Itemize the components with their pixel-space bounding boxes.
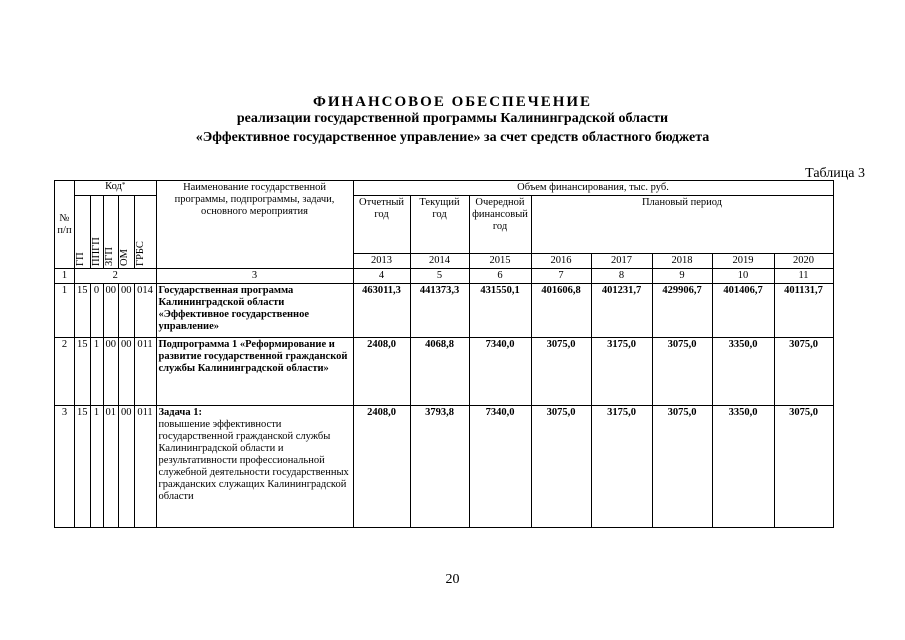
header-current-year: Текущий год — [410, 196, 469, 254]
value-cell: 2408,0 — [353, 406, 410, 528]
colnum-cell: 2 — [75, 269, 157, 284]
row-kod-grbs: 014 — [134, 284, 156, 338]
row-kod-grbs: 011 — [134, 406, 156, 528]
row-no: 2 — [55, 338, 75, 406]
header-kod: Код* — [75, 181, 157, 196]
doc-subtitle-line1: реализации государственной программы Калининградской области — [236, 111, 669, 126]
value-cell: 3075,0 — [652, 406, 712, 528]
colnum-cell: 6 — [469, 269, 531, 284]
header-planned-period: Плановый период — [531, 196, 833, 254]
header-kod-ppgp: ППГП — [90, 196, 103, 269]
row-kod-om: 00 — [119, 284, 135, 338]
value-cell: 2408,0 — [353, 338, 410, 406]
row-kod-gp: 15 — [75, 338, 91, 406]
value-cell: 3175,0 — [591, 338, 652, 406]
row-name: Подпрограмма 1 «Реформирование и развитие государственной гражданской службы Калининградской области» — [156, 338, 353, 406]
page-number: 20 — [445, 572, 460, 587]
doc-subtitle-line2: «Эффективное государственное управление» за счет средств областного бюджета — [195, 130, 710, 145]
header-no: № п/п — [55, 181, 75, 269]
row-no: 1 — [55, 284, 75, 338]
financing-table — [54, 180, 834, 528]
value-cell: 3075,0 — [652, 338, 712, 406]
colnum-cell: 7 — [531, 269, 591, 284]
row-kod-zgp: 00 — [103, 284, 119, 338]
value-cell: 431550,1 — [469, 284, 531, 338]
value-cell: 3075,0 — [774, 406, 833, 528]
value-cell: 3793,8 — [410, 406, 469, 528]
header-kod-gp: ГП — [75, 196, 91, 269]
value-cell: 3075,0 — [531, 338, 591, 406]
row-name: Государственная программа Калининградской области «Эффективное государственное управление» — [156, 284, 353, 338]
table-row — [55, 406, 834, 528]
row-kod-ppgp: 1 — [90, 406, 103, 528]
colnum-cell: 1 — [55, 269, 75, 284]
value-cell: 3350,0 — [712, 338, 774, 406]
colnum-cell: 3 — [156, 269, 353, 284]
colnum-cell: 9 — [652, 269, 712, 284]
row-kod-gp: 15 — [75, 284, 91, 338]
table-row — [55, 284, 834, 338]
value-cell: 401406,7 — [712, 284, 774, 338]
row-kod-om: 00 — [119, 406, 135, 528]
header-report-year: Отчетный год — [353, 196, 410, 254]
row-kod-om: 00 — [119, 338, 135, 406]
doc-title: ФИНАНСОВОЕ ОБЕСПЕЧЕНИЕ — [312, 94, 593, 110]
year-cell: 2018 — [652, 254, 712, 269]
value-cell: 7340,0 — [469, 338, 531, 406]
value-cell: 3350,0 — [712, 406, 774, 528]
table-label: Таблица 3 — [805, 166, 865, 181]
row-kod-zgp: 00 — [103, 338, 119, 406]
value-cell: 7340,0 — [469, 406, 531, 528]
header-next-year: Очередной финансовый год — [469, 196, 531, 254]
value-cell: 3175,0 — [591, 406, 652, 528]
year-cell: 2015 — [469, 254, 531, 269]
year-cell: 2014 — [410, 254, 469, 269]
row-name-heading: Задача 1: — [158, 407, 202, 418]
header-kod-grbs: ГРБС — [134, 196, 156, 269]
row-kod-ppgp: 1 — [90, 338, 103, 406]
value-cell: 4068,8 — [410, 338, 469, 406]
value-cell: 3075,0 — [531, 406, 591, 528]
colnum-cell: 4 — [353, 269, 410, 284]
colnum-cell: 11 — [774, 269, 833, 284]
value-cell: 401231,7 — [591, 284, 652, 338]
colnum-cell: 10 — [712, 269, 774, 284]
colnum-cell: 8 — [591, 269, 652, 284]
header-volume: Объем финансирования, тыс. руб. — [353, 181, 833, 196]
row-kod-ppgp: 0 — [90, 284, 103, 338]
row-no: 3 — [55, 406, 75, 528]
header-kod-zgp: ЗГП — [103, 196, 119, 269]
header-name: Наименование государственной программы, подпрограммы, задачи, основного мероприятия — [156, 181, 353, 269]
row-name — [156, 406, 353, 528]
row-name-text: повышение эффективности государственной гражданской службы Калининградской области и результативности профессиональной служебной деятельности государственных гражданских служащих Калининградской области — [158, 419, 349, 502]
value-cell: 441373,3 — [410, 284, 469, 338]
year-cell: 2020 — [774, 254, 833, 269]
value-cell: 401131,7 — [774, 284, 833, 338]
value-cell: 401606,8 — [531, 284, 591, 338]
year-cell: 2017 — [591, 254, 652, 269]
value-cell: 463011,3 — [353, 284, 410, 338]
table-row — [55, 338, 834, 406]
colnum-cell: 5 — [410, 269, 469, 284]
year-cell: 2019 — [712, 254, 774, 269]
header-kod-om: ОМ — [119, 196, 135, 269]
year-cell: 2016 — [531, 254, 591, 269]
row-kod-grbs: 011 — [134, 338, 156, 406]
value-cell: 429906,7 — [652, 284, 712, 338]
row-kod-gp: 15 — [75, 406, 91, 528]
value-cell: 3075,0 — [774, 338, 833, 406]
year-cell: 2013 — [353, 254, 410, 269]
row-kod-zgp: 01 — [103, 406, 119, 528]
